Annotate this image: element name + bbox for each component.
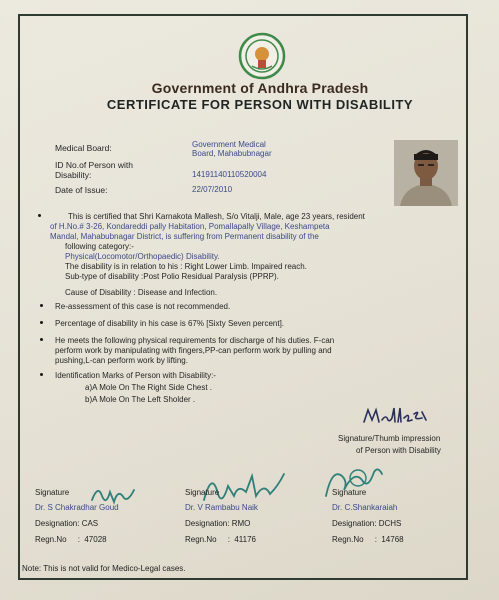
bullet-2: [40, 304, 43, 307]
date-label: Date of Issue:: [55, 185, 108, 195]
certificate-title: CERTIFICATE FOR PERSON WITH DISABILITY: [106, 97, 414, 112]
bullet-1: [38, 214, 41, 217]
identification-marks-title: Identification Marks of Person with Disability:-: [55, 371, 216, 380]
applicant-signature-label-2: of Person with Disability: [356, 446, 441, 455]
medical-board-value-2: Board, Mahabubnagar: [192, 149, 272, 158]
doctor1-regn: Regn.No : 47028: [35, 535, 107, 544]
doctor3-signature-label: Signature: [332, 488, 367, 497]
applicant-signature-label-1: Signature/Thumb impression: [338, 434, 441, 443]
doctor2-name: Dr. V Rambabu Naik: [185, 503, 258, 512]
medical-board-value-1: Government Medical: [192, 140, 266, 149]
reassessment-text: Re-assessment of this case is not recommended.: [55, 302, 231, 311]
person-photo: [394, 140, 458, 206]
requirements-line3: pushing,L-can perform work by lifting.: [55, 356, 188, 365]
id-label-1: ID No.of Person with: [55, 160, 133, 170]
requirements-line2: perform work by manipulating with fingers,PP-can perform work by pulling and: [55, 346, 332, 355]
applicant-signature-icon: [360, 404, 430, 428]
bullet-5: [40, 373, 43, 376]
footer-note: Note: This is not valid for Medico-Legal cases.: [22, 564, 186, 573]
id-label-2: Disability:: [55, 170, 92, 180]
disability-relation: The disability is in relation to his : Right Lower Limb. Impaired reach.: [65, 262, 307, 271]
doctor2-regn: Regn.No : 41176: [185, 535, 257, 544]
doctor1-designation: Designation: CAS: [35, 519, 99, 528]
id-value: 14191140110520004: [192, 170, 267, 179]
doctor3-regn: Regn.No : 14768: [332, 535, 404, 544]
doctor1-name: Dr. S Chakradhar Goud: [35, 503, 119, 512]
doctor1-signature-label: Signature: [35, 488, 70, 497]
date-value: 22/07/2010: [192, 185, 233, 194]
doctor3-designation: Designation: DCHS: [332, 519, 402, 528]
para1-line1: This is certified that Shri Karnakota Mallesh, S/o Vitalji, Male, age 23 years, resident: [68, 212, 365, 221]
disability-category: Physical(Locomotor/Orthopaedic) Disability.: [65, 252, 220, 261]
para1-line2: of H.No.# 3-26, Kondareddi pally Habitation, Pomallapally Village, Keshampeta: [50, 222, 330, 231]
requirements-line1: He meets the following physical requirements for discharge of his duties. F-can: [55, 336, 335, 345]
doctor3-signature-icon: [318, 460, 388, 504]
doctor2-signature-label: Signature: [185, 488, 220, 497]
state-emblem-icon: [238, 32, 286, 80]
government-title: Government of Andhra Pradesh: [151, 80, 369, 96]
disability-cause: Cause of Disability : Disease and Infection.: [65, 288, 218, 297]
bullet-4: [40, 338, 43, 341]
identification-mark-a: a)A Mole On The Right Side Chest .: [85, 383, 213, 392]
disability-subtype: Sub-type of disability :Post Polio Residual Paralysis (PPRP).: [65, 272, 279, 281]
bullet-3: [40, 321, 43, 324]
identification-mark-b: b)A Mole On The Left Sholder .: [85, 395, 196, 404]
percentage-text: Percentage of disability in his case is 67% [Sixty Seven percent].: [55, 319, 285, 328]
para1-line4: following category:-: [65, 242, 134, 251]
doctor2-designation: Designation: RMO: [185, 519, 251, 528]
medical-board-label: Medical Board:: [55, 143, 112, 153]
para1-line3: Mandal, Mahabubnagar District, is suffering from Permanent disability of the: [50, 232, 319, 241]
doctor3-name: Dr. C.Shankaraiah: [332, 503, 398, 512]
